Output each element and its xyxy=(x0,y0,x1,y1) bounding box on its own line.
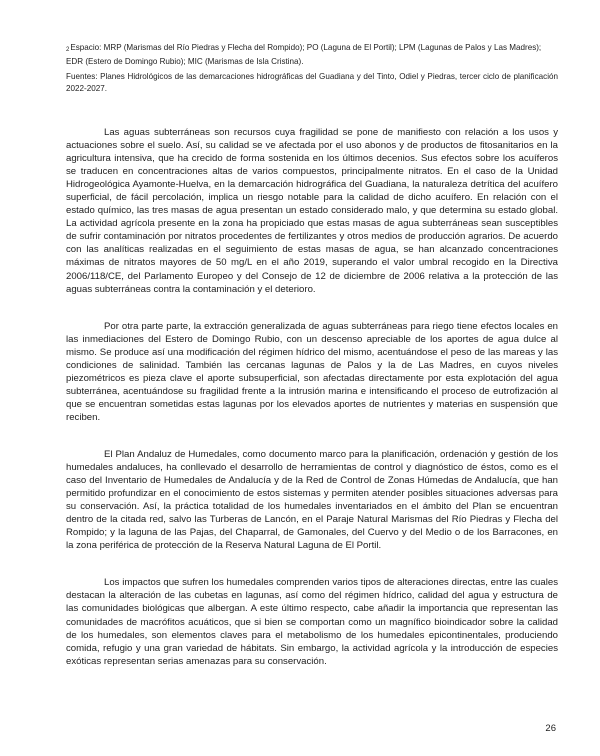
page-number: 26 xyxy=(545,723,556,734)
body-text xyxy=(66,126,558,692)
footnote-text: Espacio: MRP (Marismas del Río Piedras y Flecha del Rompido); PO (Laguna de El Portil); LPM (Lagunas de Palos y Las Madres); EDR (Estero de Domingo Rubio); MIC (Marismas de Isla Cristina). xyxy=(66,43,542,66)
footnote-block xyxy=(66,42,558,95)
footnote-sources: Fuentes: Planes Hidrológicos de las demarcaciones hidrográficas del Guadiana y del Tinto, Odiel y Piedras, tercer ciclo de planificación 2022-2027. xyxy=(66,72,558,93)
paragraph-groundwater-quality: Las aguas subterráneas son recursos cuya fragilidad se pone de manifiesto con relación a los usos y actuaciones sobre el suelo. Así, su calidad se ve afectada por el uso abonos y de productos de fitosanitarios en la agricultura intensiva, que ha crecido de forma sostenida en los últimos decenios. Sus efectos sobre los acuíferos se traducen en concentraciones altas de varios compuestos, principalmente nitratos. En el caso de la Unidad Hidrogeológica Ayamonte-Huelva, en la demarcación hidrográfica del Guadiana, la naturaleza detrítica del acuífero superficial, de fácil percolación, implica un riesgo notable para la calidad de dicho acuífero. En relación con el estado químico, las tres masas de agua presentan un estado considerado malo, y que determina su estado global. La actividad agrícola presente en la zona ha propiciado que estas masas de agua subterráneas sean susceptibles de sufrir contaminación por nitratos procedentes de fertilizantes y otros medios de producción agrarios. De acuerdo con las analíticas realizadas en el seguimiento de estas masas de agua, se han alcanzado concentraciones máximas de nitratos mayores de 50 mg/L en el año 2019, superando el valor umbral recogido en la Directiva 2006/118/CE, del Parlamento Europeo y del Consejo de 12 de diciembre de 2006 relativa a la protección de las aguas subterráneas contra la contaminación y el deterioro. xyxy=(66,127,558,295)
paragraph-wetland-impacts: Los impactos que sufren los humedales comprenden varios tipos de alteraciones directas, entre las cuales destacan la alteración de las cubetas en lagunas, así como del régimen hídrico, calidad del agua y estructura de las comunidades biológicas que albergan. A este último respecto, cabe añadir la importancia que representan las comunidades de macrófitos acuáticos, que si bien se comportan como un magnífico bioindicador sobre la calidad de los humedales, son elementos claves para el metabolismo de los humedales epicontinentales, produciendo comida, refugio y una gran variedad de hábitats. Sin embargo, la actividad agrícola y la introducción de especies exóticas representan serias amenazas para su conservación. xyxy=(66,577,558,667)
footnote-marker: 2 xyxy=(66,47,70,53)
footnote-space-legend xyxy=(66,42,558,68)
paragraph-groundwater-extraction: Por otra parte parte, la extracción generalizada de aguas subterráneas para riego tiene efectos locales en las inmediaciones del Estero de Domingo Rubio, con un descenso apreciable de los aportes de agua dulce al mismo. Se produce así una modificación del régimen hídrico del mismo, acentuándose el peso de las mareas y las condiciones de salinidad. También las cercanas lagunas de Palos y la de Las Madres, en cuyos niveles piezométricos es pieza clave el aporte subsuperficial, son afectadas directamente por esta explotación del agua subterránea, acentuándose su fragilidad frente a la intrusión marina e intensificando el proceso de eutrofización al que se encuentran sometidas estas lagunas por los elevados aportes de nutrientes y materias en suspensión que reciben. xyxy=(66,320,558,423)
paragraph-wetlands-plan: El Plan Andaluz de Humedales, como documento marco para la planificación, ordenación y gestión de los humedales andaluces, ha conllevado el desarrollo de herramientas de control y diagnóstico de éstos, como es el caso del Inventario de Humedales de Andalucía y de la Red de Control de Zonas Húmedas de Andalucía, que han permitido profundizar en el conocimiento de estos sistemas y permiten atender posibles situaciones adversas para su conservación. Así, la práctica totalidad de los humedales inventariados en el ámbito del Plan se encuentran dentro de la citada red, salvo las Turberas de Lancón, en el Paraje Natural Marismas del Río Piedras y Flecha del Rompido; y la laguna de las Pajas, del Chaparral, de Gamonales, del Cuervo y del Medio o de los Barracones, en la zona periférica de protección de la Reserva Natural Laguna de El Portil. xyxy=(66,448,558,552)
